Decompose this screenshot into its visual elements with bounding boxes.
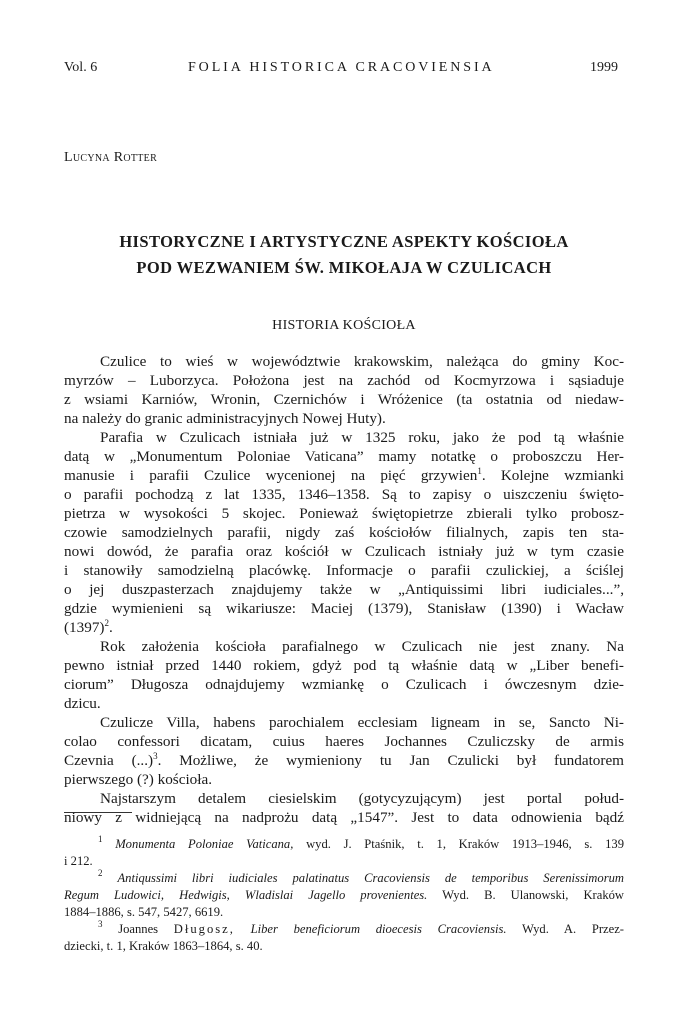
footnote-source-title: Antiqussimi libri iudiciales palatinatus Cracoviensis de temporibus Serenissimorum xyxy=(117,871,624,885)
body-line: ciorum” Długosza odnajdujemy wzmiankę o Czulicach i ówczesnym dzie- xyxy=(64,676,624,693)
article-title-line-2: POD WEZWANIEM ŚW. MIKOŁAJA W CZULICACH xyxy=(136,258,552,277)
body-line-text: . Możliwe, że wymieniony tu Jan Czulicki był fundatorem xyxy=(157,752,624,769)
journal-title: FOLIA HISTORICA CRACOVIENSIA xyxy=(188,60,495,75)
footnote-mark-2: 2 xyxy=(104,618,109,628)
body-line xyxy=(64,618,624,637)
body-line: nowi dowód, że parafia oraz kościół w Czulicach istniały już w tym czasie xyxy=(64,543,624,560)
footnote-2 xyxy=(98,870,624,887)
section-heading: HISTORIA KOŚCIOŁA xyxy=(272,318,416,333)
footnote-mark-1: 1 xyxy=(477,466,482,476)
article-title-line-1: HISTORYCZNE I ARTYSTYCZNE ASPEKTY KOŚCIOŁA xyxy=(119,232,569,251)
body-line: i stanowiły samodzielną placówkę. Informacje o parafii czulickiej, a ściślej xyxy=(64,562,624,579)
body-line: Najstarszym detalem ciesielskim (gotycyzującym) jest portal połud- xyxy=(100,790,624,807)
footnote-1-continued: i 212. xyxy=(64,854,93,868)
year-label: 1999 xyxy=(590,60,618,75)
footnote-2-continued xyxy=(64,887,624,904)
author-name: Lucyna Rotter xyxy=(64,150,158,165)
body-line: datą w „Monumentum Poloniae Vaticana” mamy notatkę o proboszczu Her- xyxy=(64,448,624,465)
footnote-text: Wyd. B. Ulanowski, Kraków xyxy=(427,888,625,902)
footnote-author-first: Joannes xyxy=(118,922,174,936)
body-line-text: (1397) xyxy=(64,619,105,636)
body-line-text: . Kolejne wzmianki xyxy=(481,467,624,484)
body-line: z wsiami Karniów, Wronin, Czernichów i Wróżenice (ta ostatnia od niedaw- xyxy=(64,391,624,408)
footnote-3 xyxy=(98,921,624,938)
body-line: o jej duszpasterzach znajdujemy także w „Antiquissimi libri iudiciales...”, xyxy=(64,581,624,598)
footnote-2-continued: 1884–1886, s. 547, 5427, 6619. xyxy=(64,905,224,919)
body-line-text: . xyxy=(109,619,113,636)
body-line xyxy=(64,466,624,485)
footnote-text: Wyd. A. Przez- xyxy=(506,922,624,936)
body-line: Rok założenia kościoła parafialnego w Czulicach nie jest znany. Na xyxy=(100,638,624,655)
footnote-source-title: Monumenta Poloniae Vaticana, xyxy=(115,837,294,851)
body-line: na należy do granic administracyjnych Nowej Huty). xyxy=(64,410,386,427)
footnote-author-last: Długosz, xyxy=(173,922,235,936)
volume-label: Vol. 6 xyxy=(64,60,98,75)
footnote-number: 2 xyxy=(98,868,103,878)
footnote-3-continued: dziecki, t. 1, Kraków 1863–1864, s. 40. xyxy=(64,939,263,953)
body-line-text: Czevnia (...) xyxy=(64,752,154,769)
footnote-divider xyxy=(64,812,132,813)
body-line: colao confessori dicatam, cuius haeres Jochannes Czuliczsky de armis xyxy=(64,733,624,750)
footnote-number: 1 xyxy=(98,834,103,844)
body-line: czowie samodzielnych parafii, nigdy zaś kościołów filialnych, zapis ten sta- xyxy=(64,524,624,541)
footnote-source-title: Regum Ludowici, Hedwigis, Wladislai Jagello provenientes. xyxy=(64,888,428,902)
body-line xyxy=(64,751,624,770)
body-line: pietrza w wysokości 5 skojec. Ponieważ świętopietrze zbierali tylko probosz- xyxy=(64,505,624,522)
body-line: dzicu. xyxy=(64,695,101,712)
footnote-1 xyxy=(98,836,624,853)
body-line: pierwszego (?) kościoła. xyxy=(64,771,213,788)
body-line: pewno istniał przed 1440 rokiem, gdyż pod tą właśnie datą w „Liber benefi- xyxy=(64,657,624,674)
body-line: myrzów – Luborzyca. Położona jest na zachód od Kocmyrzowa i sąsiaduje xyxy=(64,372,624,389)
footnote-mark-3: 3 xyxy=(153,751,158,761)
body-line-text: manusie i parafii Czulice wycenionej na pięć grzywien xyxy=(64,467,478,484)
body-line: Czulice to wieś w województwie krakowskim, należąca do gminy Koc- xyxy=(100,353,624,370)
body-line: o parafii pochodzą z lat 1335, 1346–1358. Są to zapisy o uiszczeniu święto- xyxy=(64,486,624,503)
body-line: Parafia w Czulicach istniała już w 1325 roku, jako że pod tą właśnie xyxy=(100,429,624,446)
body-line: gdzie wymienieni są wikariusze: Maciej (1379), Stanisław (1390) i Wacław xyxy=(64,600,624,617)
body-line: niowy z widniejącą na nadprożu datą „1547”. Jest to data odnowienia bądź xyxy=(64,809,624,826)
body-line: Czulicze Villa, habens parochialem ecclesiam ligneam in se, Sancto Ni- xyxy=(100,714,624,731)
footnote-text: wyd. J. Ptaśnik, t. 1, Kraków 1913–1946, s. 139 xyxy=(293,837,624,851)
footnote-number: 3 xyxy=(98,919,103,929)
footnote-source-title: Liber beneficiorum dioecesis Cracoviensis. xyxy=(234,922,507,936)
